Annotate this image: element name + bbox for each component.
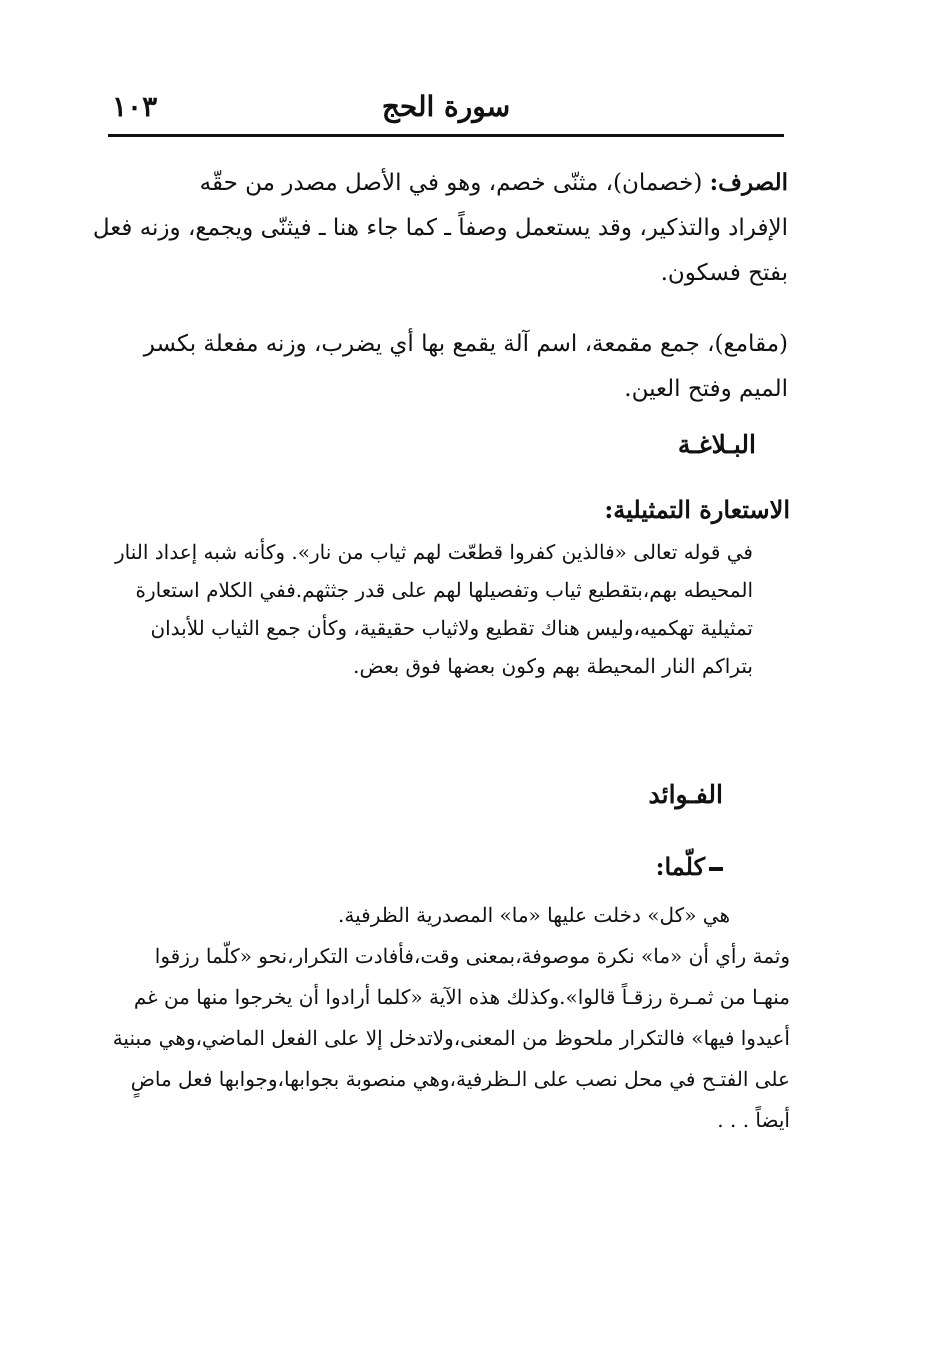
- fawaid-line-3: أعيدوا فيها» فالتكرار ملحوظ من المعنى،ولاتدخل إلا على الفعل الماضي،وهي مبنية: [112, 1026, 790, 1050]
- kullama-heading-text: كلّما:: [655, 852, 705, 881]
- istiara-heading: الاستعارة التمثيلية:: [604, 495, 790, 524]
- istiara-paragraph: [98, 533, 753, 685]
- kullama-intro-line: هي «كل» دخلت عليها «ما» المصدرية الظرفية.: [338, 903, 730, 927]
- running-title: سورة الحج: [381, 90, 511, 123]
- sarf-line-1: [108, 160, 788, 206]
- kullama-heading: [656, 852, 723, 881]
- fawaid-line-4: على الفتـح في محل نصب على الـظرفية،وهي منصوبة بجوابها،وجوابها فعل ماضٍ: [130, 1067, 790, 1091]
- maqami-line-1: (مقامع)، جمع مقمعة، اسم آلة يقمع بها أي يضرب، وزنه مفعلة بكسر: [143, 331, 788, 357]
- istiara-line-2: المحيطه بهم،بتقطيع ثياب وتفصيلها لهم على قدر جثثهم.ففي الكلام استعارة: [135, 578, 753, 602]
- fawaid-paragraph: [98, 936, 790, 1141]
- fawaid-line-5: أيضاً . . .: [717, 1108, 790, 1132]
- maqami-line-2: الميم وفتح العين.: [624, 376, 788, 402]
- istiara-line-1: في قوله تعالى «فالذين كفروا قطعّت لهم ثياب من نار». وكأنه شبه إعداد النار: [114, 540, 753, 564]
- istiara-line-4: بتراكم النار المحيطة بهم وكون بعضها فوق بعض.: [353, 654, 753, 678]
- balagha-heading: البـلاغـة: [677, 430, 756, 459]
- sarf-line-1-text: (خصمان)، مثنّى خصم، وهو في الأصل مصدر من حقّه: [199, 170, 703, 196]
- istiara-line-3: تمثيلية تهكميه،وليس هناك تقطيع ولاثياب حقيقية، وكأن جمع الثياب للأبدان: [150, 616, 753, 640]
- page-header: [108, 82, 784, 137]
- sarf-line-3: بفتح فسكون.: [660, 260, 788, 286]
- fawaid-heading: الفـوائد: [648, 780, 723, 809]
- fawaid-line-2: منهـا من ثمـرة رزقـاً قالوا».وكذلك هذه الآية «كلما أرادوا أن يخرجوا منها من غم: [133, 985, 790, 1009]
- kullama-intro: [98, 896, 730, 934]
- fawaid-line-1: وثمة رأي أن «ما» نكرة موصوفة،بمعنى وقت،فأفادت التكرار،نحو «كلّما رزقوا: [154, 944, 790, 968]
- sarf-label: الصرف:: [709, 169, 788, 196]
- dash-icon: [709, 867, 723, 871]
- sarf-line-2: الإفراد والتذكير، وقد يستعمل وصفاً ـ كما جاء هنا ـ فيثنّى ويجمع، وزنه فعل: [92, 215, 788, 241]
- maqami-paragraph: [108, 322, 788, 412]
- sarf-paragraph: [92, 160, 788, 296]
- page-number: ١٠٣: [112, 90, 158, 123]
